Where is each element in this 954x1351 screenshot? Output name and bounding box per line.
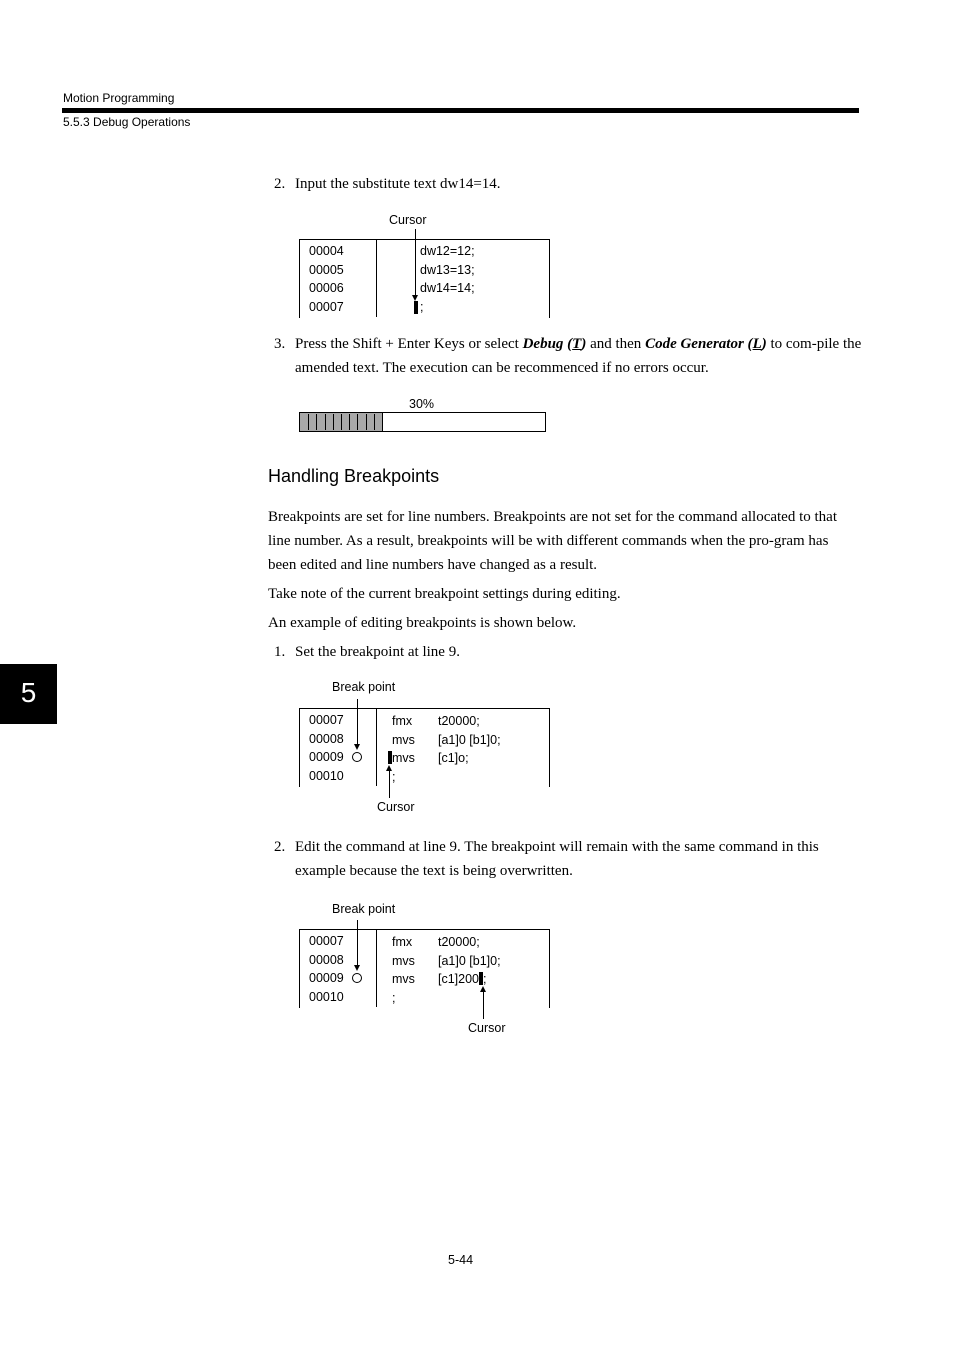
argument: t20000; <box>438 935 480 949</box>
header-subsection-title: 5.5.3 Debug Operations <box>63 115 191 129</box>
argument: [a1]0 [b1]0; <box>438 953 501 968</box>
code-line: dw12=12; <box>420 244 475 258</box>
step-compile <box>274 332 874 380</box>
line-number: 00008 <box>309 952 344 967</box>
step-number: 2. <box>274 176 286 192</box>
compile-progress-bar <box>299 412 546 432</box>
code-text <box>420 242 475 316</box>
command: mvs <box>392 972 415 986</box>
breakpoint-label: Break point <box>332 680 396 694</box>
argument-column <box>438 712 501 768</box>
cursor-label: Cursor <box>389 213 427 227</box>
code-line: ; <box>420 299 424 314</box>
progress-label: 30% <box>409 397 435 411</box>
cursor-label: Cursor <box>377 800 415 814</box>
command: mvs <box>392 751 415 765</box>
progress-segment-divider <box>357 414 358 430</box>
line-number: 00010 <box>309 768 344 783</box>
command: ; <box>392 990 396 1005</box>
step-set-breakpoint <box>274 640 874 664</box>
command-column <box>392 933 415 1007</box>
line-numbers <box>309 711 344 785</box>
command: fmx <box>392 935 413 949</box>
progress-fill-edge <box>382 413 383 431</box>
line-numbers <box>309 932 344 1006</box>
text-cursor <box>388 751 392 764</box>
cursor-pointer-line <box>483 991 484 1019</box>
progress-segment-divider <box>374 414 375 430</box>
progress-segment-divider <box>349 414 350 430</box>
line-number: 00007 <box>309 299 344 314</box>
step-edit-command <box>274 835 874 883</box>
cursor-label: Cursor <box>468 1021 506 1035</box>
progress-segment-divider <box>341 414 342 430</box>
line-number: 00009 <box>309 750 344 764</box>
breakpoint-label: Break point <box>332 902 396 916</box>
argument: [a1]0 [b1]0; <box>438 732 501 747</box>
step-number: 2. <box>274 839 286 855</box>
line-number-separator <box>376 709 377 786</box>
command: mvs <box>392 953 415 968</box>
line-number: 00008 <box>309 731 344 746</box>
step-number: 3. <box>274 336 286 352</box>
code-line: dw13=13; <box>420 262 475 277</box>
line-number: 00010 <box>309 989 344 1004</box>
command: fmx <box>392 714 413 728</box>
command: mvs <box>392 732 415 747</box>
line-number: 00004 <box>309 244 344 258</box>
progress-segment-divider <box>325 414 326 430</box>
step-text: Set the breakpoint at line 9. <box>295 644 460 660</box>
progress-segment-divider <box>366 414 367 430</box>
command-column <box>392 712 415 786</box>
section-heading: Handling Breakpoints <box>268 466 440 486</box>
cursor-pointer-line <box>389 770 390 798</box>
text-cursor <box>414 301 418 314</box>
command: ; <box>392 769 396 784</box>
code-line: dw14=14; <box>420 281 475 295</box>
argument: [c1]200 ; <box>438 972 487 986</box>
progress-segment-divider <box>333 414 334 430</box>
breakpoint-marker <box>352 973 362 983</box>
header-section-title: Motion Programming <box>63 91 175 105</box>
progress-segment-divider <box>316 414 317 430</box>
step-input-substitute <box>274 172 874 196</box>
line-number: 00006 <box>309 281 344 295</box>
line-number-separator <box>376 930 377 1007</box>
line-number: 00007 <box>309 934 344 948</box>
step-text: Input the substitute text dw14=14. <box>295 176 501 192</box>
line-number: 00009 <box>309 971 344 985</box>
paragraph-note: Take note of the current breakpoint settings during editing. <box>268 586 621 602</box>
step-text: Edit the command at line 9. The breakpoint will remain with the same command in this example because the text is being overwritten. <box>295 839 819 879</box>
step-number: 1. <box>274 644 286 660</box>
line-number: 00007 <box>309 713 344 727</box>
paragraph-breakpoints-intro: Breakpoints are set for line numbers. Breakpoints are not set for the command allocated to that line number. As a result, breakpoints will be with different commands when the pro-gram has been edited and line numbers have changed as a result. <box>268 509 837 573</box>
header-rule <box>62 108 859 113</box>
chapter-tab: 5 <box>0 664 57 724</box>
argument-column <box>438 933 501 989</box>
line-numbers <box>309 242 344 316</box>
page-number: 5-44 <box>448 1253 474 1267</box>
paragraph-example: An example of editing breakpoints is shown below. <box>268 615 577 631</box>
argument: t20000; <box>438 714 480 728</box>
breakpoint-marker <box>352 752 362 762</box>
progress-segment-divider <box>308 414 309 430</box>
line-number-separator <box>376 240 377 317</box>
argument: [c1]o; <box>438 751 469 765</box>
step-text: Press the Shift + Enter Keys or select Debug (T) and then Code Generator (L) to com-pile the amended text. The execution can be recommenced if no errors occur. <box>295 336 862 376</box>
line-number: 00005 <box>309 262 344 277</box>
